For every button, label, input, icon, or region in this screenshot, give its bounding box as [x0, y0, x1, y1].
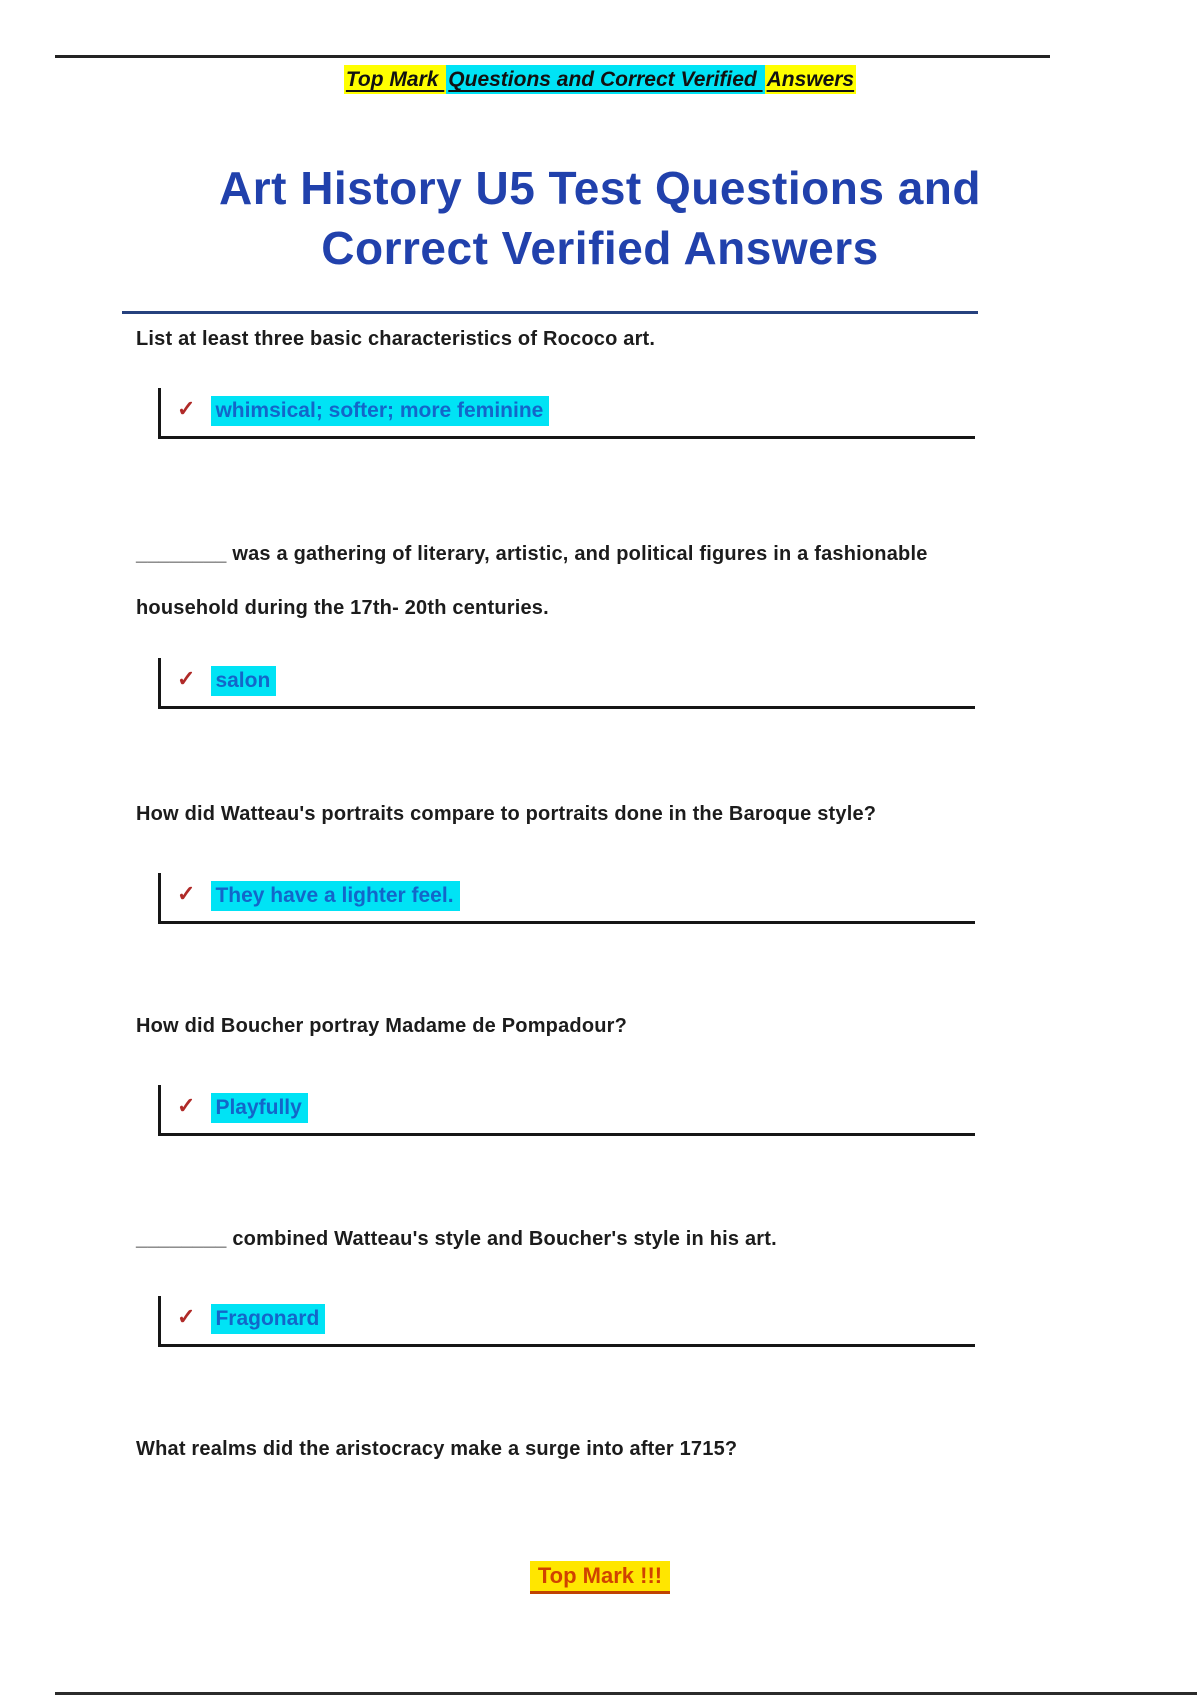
question-3: How did Watteau's portraits compare to portraits done in the Baroque style? [136, 803, 877, 825]
answer-2-highlight: salon [211, 666, 276, 696]
answer-box-4 [158, 1085, 975, 1136]
header-part-topmark: Top Mark [344, 65, 446, 94]
checkmark-icon: ✓ [177, 1304, 196, 1329]
answer-4-highlight: Playfully [211, 1093, 307, 1123]
answer-3-highlight: They have a lighter feel. [211, 881, 459, 911]
footer-topmark-badge: Top Mark !!! [530, 1561, 670, 1594]
document-footer [0, 1563, 1200, 1589]
answer-box-2 [158, 658, 975, 709]
page-title-line1: Art History U5 Test Questions and [218, 162, 981, 214]
checkmark-icon: ✓ [177, 1093, 196, 1118]
top-divider [55, 55, 1050, 58]
header-part-answers: Answers [765, 65, 857, 94]
page-title [0, 158, 1200, 278]
question-2-line2: household during the 17th- 20th centuries. [136, 597, 549, 619]
answer-box-1 [158, 388, 975, 439]
page-title-line2: Correct Verified Answers [321, 222, 879, 274]
answer-1-highlight: whimsical; softer; more feminine [211, 396, 549, 426]
question-6: What realms did the aristocracy make a surge into after 1715? [136, 1438, 738, 1460]
title-divider [122, 311, 978, 314]
document-header [0, 68, 1200, 92]
header-highlight-group [344, 65, 856, 94]
question-5: ________ combined Watteau's style and Boucher's style in his art. [136, 1228, 777, 1250]
bottom-divider [55, 1692, 1197, 1695]
answer-box-3 [158, 873, 975, 924]
checkmark-icon: ✓ [177, 881, 196, 906]
header-part-questions: Questions and Correct Verified [446, 65, 764, 94]
checkmark-icon: ✓ [177, 666, 196, 691]
question-4: How did Boucher portray Madame de Pompadour? [136, 1015, 628, 1037]
question-2-line1: ________ was a gathering of literary, artistic, and political figures in a fashionable [136, 543, 928, 565]
answer-5-highlight: Fragonard [211, 1304, 325, 1334]
answer-box-5 [158, 1296, 975, 1347]
question-1: List at least three basic characteristics of Rococo art. [136, 328, 656, 350]
checkmark-icon: ✓ [177, 396, 196, 421]
